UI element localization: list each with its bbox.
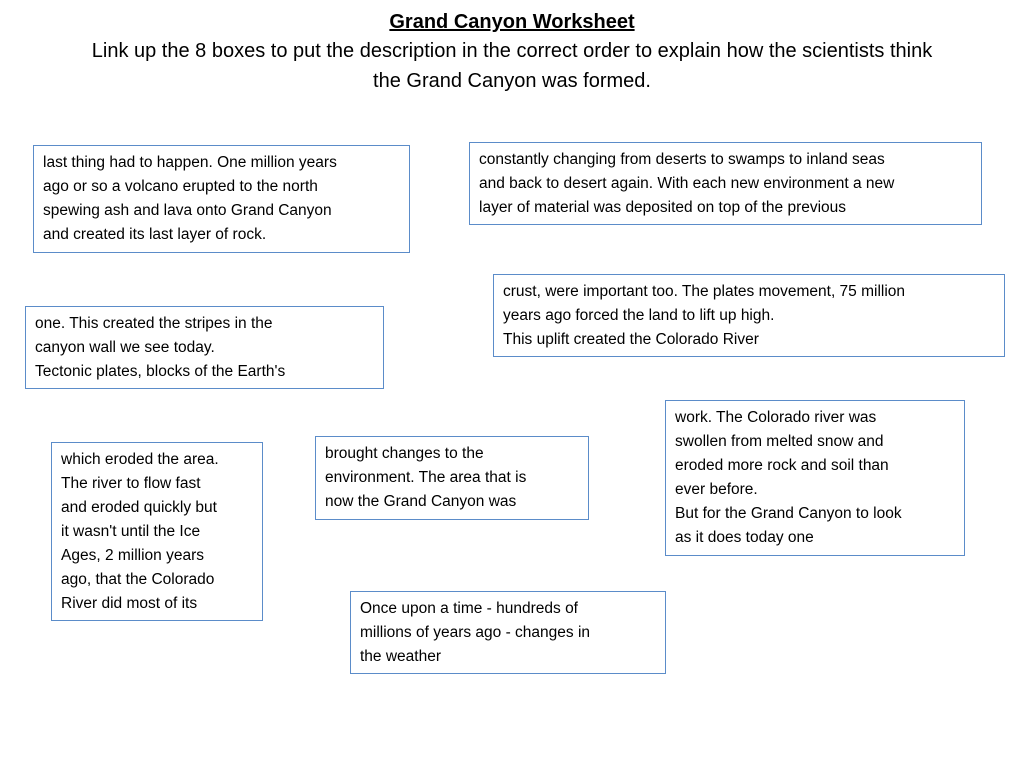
text-line: Tectonic plates, blocks of the Earth's [35,363,286,380]
text-line: as it does today one [675,529,814,546]
worksheet-header [40,8,984,96]
text-line: which eroded the area. [61,451,219,468]
text-line: crust, were important too. The plates movement, 75 million [503,283,906,300]
text-line: and eroded quickly but [61,499,217,516]
text-line: canyon wall we see today. [35,339,215,356]
text-line: it wasn't until the Ice [61,523,201,540]
text-line: last thing had to happen. One million years [43,154,337,171]
text-line: But for the Grand Canyon to look [675,505,902,522]
text-line: The river to flow fast [61,475,201,492]
text-line: swollen from melted snow and [675,433,884,450]
worksheet-title: Grand Canyon Worksheet [389,11,635,33]
text-line: now the Grand Canyon was [325,493,517,510]
text-box-b[interactable] [469,142,982,225]
text-line: one. This created the stripes in the [35,315,273,332]
text-box-h[interactable] [350,591,666,674]
text-line: and created its last layer of rock. [43,226,267,243]
text-box-d[interactable] [25,306,384,389]
worksheet-instructions: Link up the 8 boxes to put the description in the correct order to explain how the scientists think the Grand Canyon was formed. [91,40,933,92]
text-line: work. The Colorado river was [675,409,877,426]
text-box-g[interactable] [315,436,589,520]
text-line: layer of material was deposited on top of the previous [479,199,847,216]
text-line: eroded more rock and soil than [675,457,889,474]
text-box-f[interactable] [51,442,263,621]
text-box-e[interactable] [665,400,965,556]
text-line: environment. The area that is [325,469,527,486]
text-box-c[interactable] [493,274,1005,357]
text-line: brought changes to the [325,445,484,462]
text-line: Once upon a time - hundreds of [360,600,578,617]
text-box-a[interactable] [33,145,410,253]
text-line: Ages, 2 million years [61,547,205,564]
text-line: millions of years ago - changes in [360,624,591,641]
text-line: This uplift created the Colorado River [503,331,759,348]
text-line: spewing ash and lava onto Grand Canyon [43,202,332,219]
text-line: ago or so a volcano erupted to the north [43,178,318,195]
text-line: the weather [360,648,441,665]
text-line: years ago forced the land to lift up high. [503,307,775,324]
text-line: ever before. [675,481,758,498]
text-line: River did most of its [61,595,198,612]
text-line: constantly changing from deserts to swamps to inland seas [479,151,885,168]
text-line: ago, that the Colorado [61,571,215,588]
text-line: and back to desert again. With each new environment a new [479,175,895,192]
